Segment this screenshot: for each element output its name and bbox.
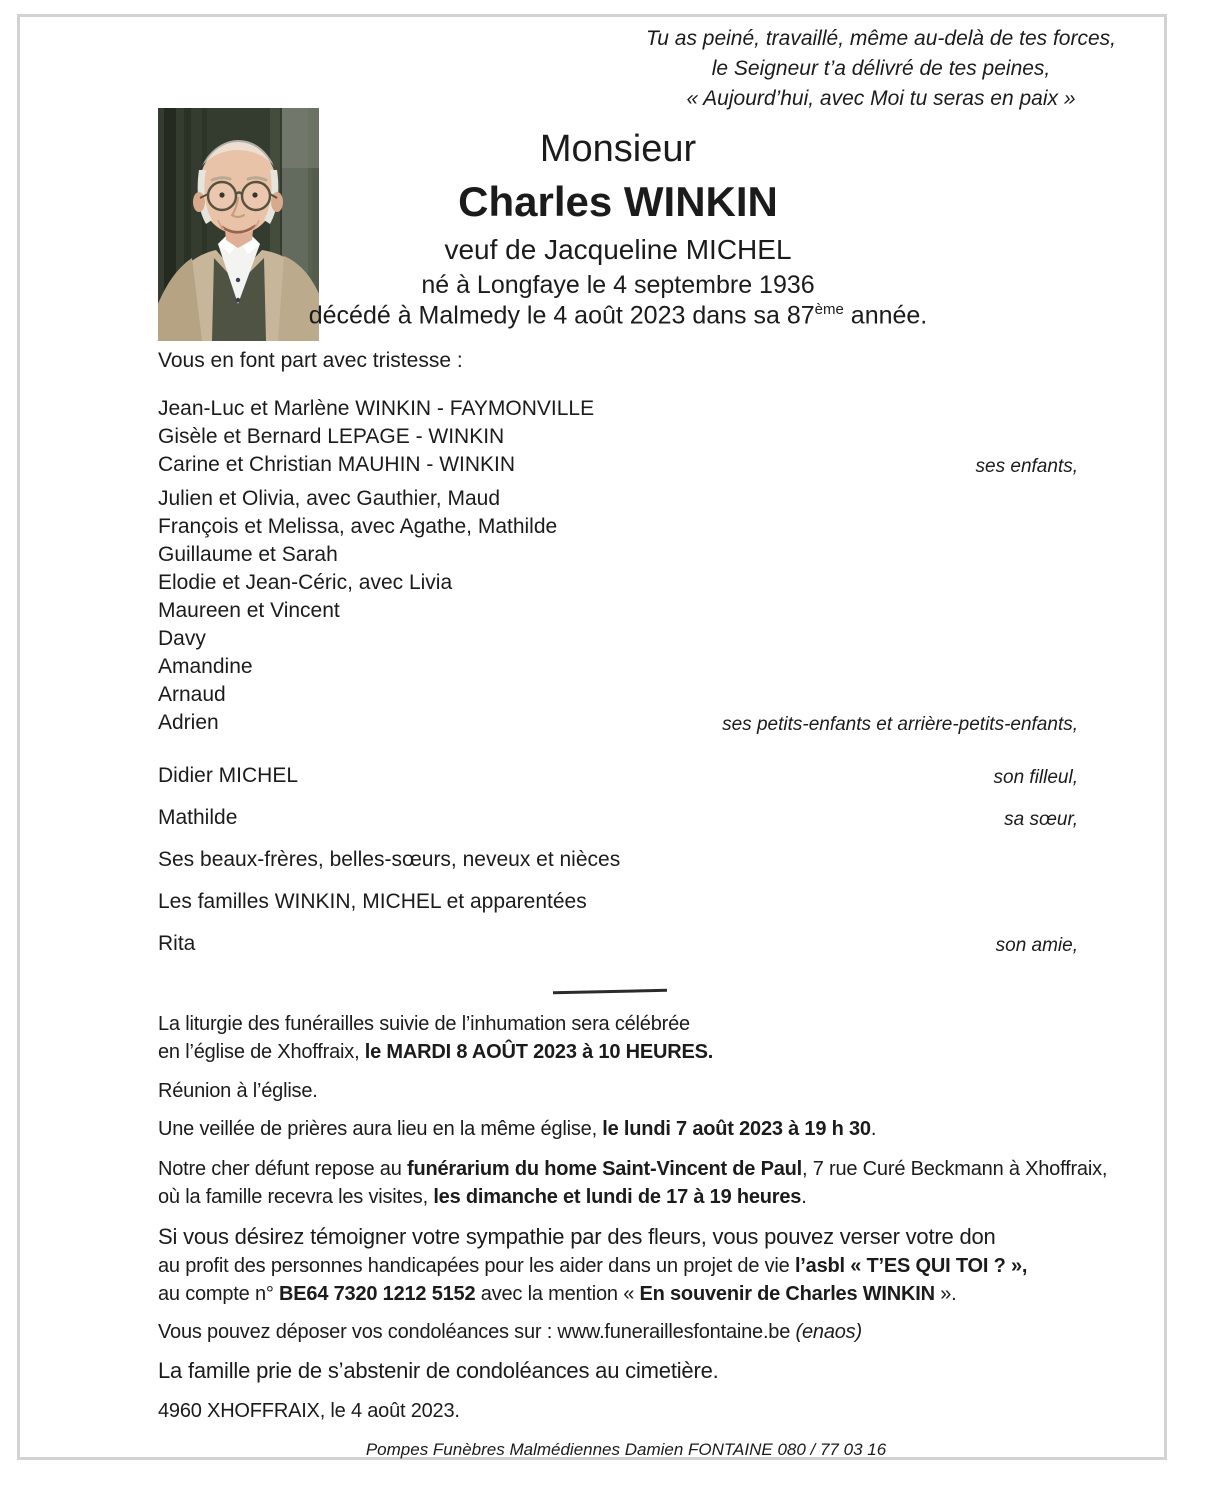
- children-label: ses enfants,: [975, 456, 1078, 477]
- vigil-end: .: [870, 1118, 877, 1140]
- repose-plain-2: , 7 rue Curé Beckmann à Xhoffraix,: [802, 1158, 1108, 1180]
- godson-label: son filleul,: [993, 767, 1078, 788]
- grandchild-name: Adrien: [158, 711, 219, 734]
- repose-line-2-bold: les dimanche et lundi de 17 à 19 heures: [433, 1186, 802, 1208]
- place-date-line: 4960 XHOFFRAIX, le 4 août 2023.: [158, 1400, 460, 1422]
- donation-line-2-plain: au profit des personnes handicapées pour les aider dans un projet de vie: [158, 1255, 795, 1277]
- epitaph: [618, 24, 1144, 114]
- repose-line-2: [158, 1186, 807, 1209]
- vigil-line: [158, 1118, 876, 1141]
- repose-line-1: [158, 1158, 1107, 1181]
- death-text-end: année.: [843, 301, 928, 330]
- meeting-line: Réunion à l’église.: [158, 1080, 318, 1102]
- sister-name: Mathilde: [158, 806, 238, 829]
- widower-line: veuf de Jacqueline MICHEL: [444, 234, 792, 265]
- repose-line-2-plain: où la famille recevra les visites,: [158, 1186, 434, 1208]
- condolences-line: [158, 1321, 862, 1344]
- repose-line-2-end: .: [801, 1186, 807, 1208]
- condolences-text: Vous pouvez déposer vos condoléances sur : www.funeraillesfontaine.be: [158, 1321, 796, 1343]
- intro-line: Vous en font part avec tristesse :: [158, 349, 463, 372]
- donation-line-3-plain-3: ».: [934, 1283, 957, 1305]
- sister-label: sa sœur,: [1004, 809, 1078, 830]
- salutation: Monsieur: [539, 128, 697, 170]
- grandchild-name: Elodie et Jean-Céric, avec Livia: [158, 571, 453, 594]
- funeral-home-footer: Pompes Funèbres Malmédiennes Damien FONTAINE 080 / 77 03 16: [365, 1440, 887, 1459]
- child-name: Carine et Christian MAUHIN - WINKIN: [158, 453, 516, 476]
- grandchild-name: Julien et Olivia, avec Gauthier, Maud: [158, 487, 501, 510]
- no-cemetery-line: La famille prie de s’abstenir de condoléances au cimetière.: [158, 1358, 719, 1383]
- epitaph-line-1: Tu as peiné, travaillé, même au-delà de tes forces,: [645, 27, 1116, 50]
- vigil-plain: Une veillée de prières aura lieu en la même église,: [158, 1118, 603, 1140]
- grandchildren-label: ses petits-enfants et arrière-petits-enfants,: [722, 714, 1078, 735]
- donation-line-1: Si vous désirez témoigner votre sympathie par des fleurs, vous pouvez verser votre don: [158, 1224, 996, 1249]
- grandchild-name: François et Melissa, avec Agathe, Mathilde: [158, 515, 558, 538]
- donation-line-2-bold: l’asbl « T’ES QUI TOI ? »,: [794, 1255, 1028, 1277]
- friend-label: son amie,: [995, 935, 1078, 956]
- donation-line-3: [158, 1283, 957, 1306]
- donation-mention: En souvenir de Charles WINKIN: [639, 1283, 935, 1305]
- grandchild-name: Maureen et Vincent: [158, 599, 340, 622]
- grandchild-name: Guillaume et Sarah: [158, 543, 338, 566]
- child-name: Gisèle et Bernard LEPAGE - WINKIN: [158, 425, 505, 448]
- donation-line-3-plain-1: au compte n°: [158, 1283, 280, 1305]
- inlaws-line: Ses beaux-frères, belles-sœurs, neveux et nièces: [158, 848, 621, 871]
- liturgy-line-2: [158, 1041, 713, 1064]
- epitaph-line-3: « Aujourd’hui, avec Moi tu seras en paix »: [686, 87, 1076, 110]
- deceased-name: Charles WINKIN: [458, 178, 778, 225]
- repose-bold-1: funérarium du home Saint-Vincent de Paul: [407, 1158, 803, 1180]
- repose-plain-1: Notre cher défunt repose au: [158, 1158, 407, 1180]
- liturgy-line-2-plain: en l’église de Xhoffraix,: [158, 1041, 365, 1063]
- epitaph-line-2: le Seigneur t’a délivré de tes peines,: [711, 57, 1051, 80]
- ordinal-suffix: ème: [814, 301, 844, 318]
- liturgy-line-1: La liturgie des funérailles suivie de l’inhumation sera célébrée: [158, 1013, 690, 1035]
- birth-line: né à Longfaye le 4 septembre 1936: [421, 271, 815, 299]
- child-name: Jean-Luc et Marlène WINKIN - FAYMONVILLE: [158, 397, 595, 420]
- death-text: décédé à Malmedy le 4 août 2023 dans sa 87: [308, 301, 815, 330]
- donation-line-2: [158, 1255, 1027, 1278]
- friend-name: Rita: [158, 932, 196, 955]
- donation-iban: BE64 7320 1212 5152: [279, 1283, 476, 1305]
- families-line: Les familles WINKIN, MICHEL et apparentées: [158, 890, 587, 913]
- death-line: [158, 301, 1078, 330]
- grandchild-name: Davy: [158, 627, 206, 650]
- vigil-bold: le lundi 7 août 2023 à 19 h 30: [602, 1118, 871, 1140]
- grandchild-name: Arnaud: [158, 683, 226, 706]
- grandchild-name: Amandine: [158, 655, 253, 678]
- liturgy-line-2-bold: le MARDI 8 AOÛT 2023 à 10 HEURES.: [364, 1041, 714, 1063]
- condolences-enaos: (enaos): [795, 1321, 862, 1343]
- godson-name: Didier MICHEL: [158, 764, 299, 787]
- donation-line-3-plain-2: avec la mention «: [475, 1283, 640, 1305]
